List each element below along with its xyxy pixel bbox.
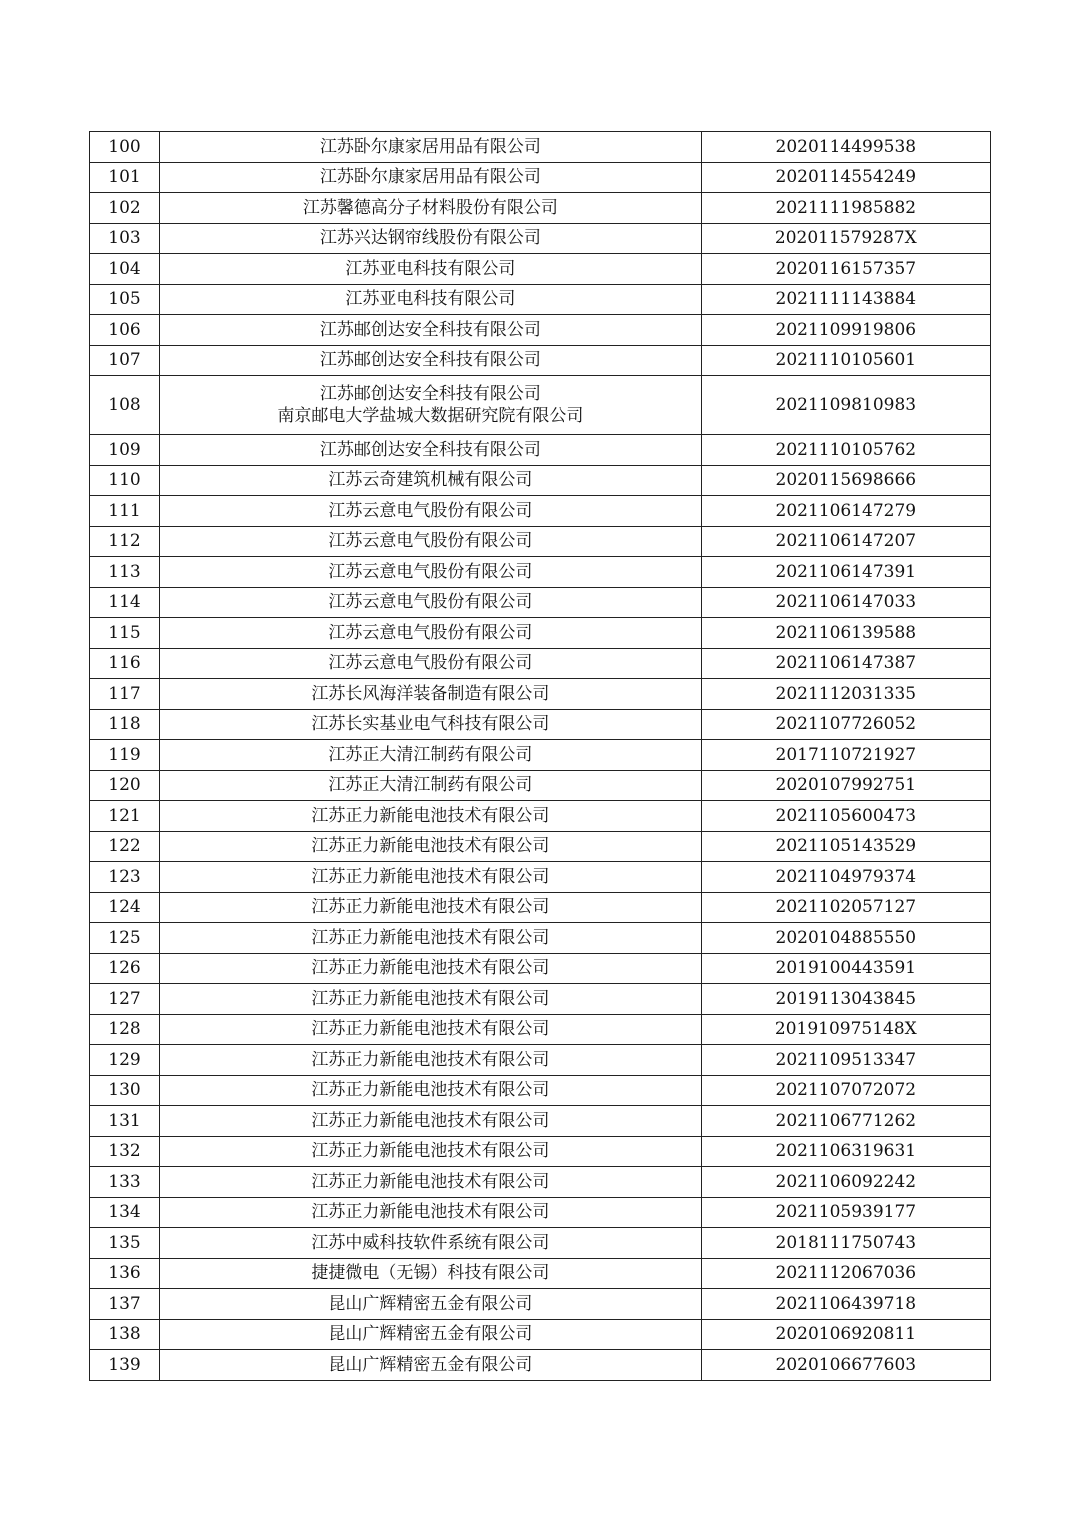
company-name-cell [160, 770, 702, 801]
table-row [90, 1014, 991, 1045]
company-name: 江苏中威科技软件系统有限公司 [311, 1232, 550, 1253]
row-number: 118 [90, 709, 160, 740]
table-row [90, 587, 991, 618]
company-name-cell [160, 1319, 702, 1350]
patent-number: 2020114499538 [701, 132, 990, 163]
row-number: 136 [90, 1258, 160, 1289]
patent-number: 2021112031335 [701, 679, 990, 710]
company-name-cell [160, 1136, 702, 1167]
patent-number: 201910975148X [701, 1014, 990, 1045]
patent-number: 2019113043845 [701, 984, 990, 1015]
table-row [90, 831, 991, 862]
company-name-cell [160, 892, 702, 923]
company-name: 江苏正力新能电池技术有限公司 [311, 1110, 550, 1131]
row-number: 111 [90, 496, 160, 527]
company-name: 江苏邮创达安全科技有限公司 [319, 350, 541, 371]
patent-number: 2021112067036 [701, 1258, 990, 1289]
table-row [90, 1106, 991, 1137]
table-row [90, 526, 991, 557]
row-number: 134 [90, 1197, 160, 1228]
row-number: 132 [90, 1136, 160, 1167]
patent-number: 2020106920811 [701, 1319, 990, 1350]
row-number: 117 [90, 679, 160, 710]
patent-list-table [89, 131, 991, 1381]
company-name: 昆山广辉精密五金有限公司 [328, 1354, 533, 1375]
table-row [90, 1319, 991, 1350]
company-name-cell [160, 1106, 702, 1137]
company-name: 江苏云意电气股份有限公司 [328, 561, 533, 582]
company-name-cell [160, 557, 702, 588]
company-name: 江苏云意电气股份有限公司 [328, 531, 533, 552]
company-name-cell [160, 984, 702, 1015]
company-name: 江苏正力新能电池技术有限公司 [311, 897, 550, 918]
company-name-cell [160, 315, 702, 346]
company-name-cell [160, 740, 702, 771]
patent-number: 2021107726052 [701, 709, 990, 740]
company-name-cell [160, 587, 702, 618]
company-name-cell [160, 1014, 702, 1045]
company-name-cell [160, 648, 702, 679]
company-name-cell [160, 1228, 702, 1259]
row-number: 120 [90, 770, 160, 801]
row-number: 126 [90, 953, 160, 984]
patent-number: 2021106139588 [701, 618, 990, 649]
company-name-cell [160, 1045, 702, 1076]
company-name-cell [160, 618, 702, 649]
patent-number: 2021110105762 [701, 435, 990, 466]
row-number: 101 [90, 162, 160, 193]
table-row [90, 1197, 991, 1228]
company-name-cell [160, 132, 702, 163]
row-number: 129 [90, 1045, 160, 1076]
patent-number: 2021106092242 [701, 1167, 990, 1198]
company-name: 江苏正力新能电池技术有限公司 [311, 1141, 550, 1162]
company-name-cell [160, 284, 702, 315]
table-row [90, 1258, 991, 1289]
company-name-cell [160, 435, 702, 466]
patent-number: 2021106147279 [701, 496, 990, 527]
company-name: 江苏云意电气股份有限公司 [328, 653, 533, 674]
company-name: 江苏正力新能电池技术有限公司 [311, 836, 550, 857]
table-row [90, 1289, 991, 1320]
patent-number: 2021107072072 [701, 1075, 990, 1106]
table-row [90, 284, 991, 315]
patent-number: 2021109513347 [701, 1045, 990, 1076]
company-name: 江苏云奇建筑机械有限公司 [328, 470, 533, 491]
company-name: 江苏正力新能电池技术有限公司 [311, 1080, 550, 1101]
row-number: 135 [90, 1228, 160, 1259]
table-row [90, 709, 991, 740]
row-number: 102 [90, 193, 160, 224]
company-name: 江苏长实基业电气科技有限公司 [311, 714, 550, 735]
row-number: 110 [90, 465, 160, 496]
patent-number: 2020115698666 [701, 465, 990, 496]
table-row [90, 557, 991, 588]
patent-number: 2021105143529 [701, 831, 990, 862]
company-name: 江苏正力新能电池技术有限公司 [311, 1019, 550, 1040]
patent-number: 2020114554249 [701, 162, 990, 193]
company-name: 江苏邮创达安全科技有限公司 [319, 384, 541, 404]
row-number: 112 [90, 526, 160, 557]
row-number: 100 [90, 132, 160, 163]
row-number: 115 [90, 618, 160, 649]
company-name: 江苏卧尔康家居用品有限公司 [319, 136, 541, 157]
company-name-cell [160, 679, 702, 710]
table-row [90, 345, 991, 376]
table-row [90, 984, 991, 1015]
company-name: 江苏卧尔康家居用品有限公司 [319, 167, 541, 188]
patent-number: 2019100443591 [701, 953, 990, 984]
table-row [90, 892, 991, 923]
row-number: 123 [90, 862, 160, 893]
table-row [90, 1350, 991, 1381]
patent-number: 2021104979374 [701, 862, 990, 893]
table-row [90, 679, 991, 710]
company-name: 江苏正力新能电池技术有限公司 [311, 1171, 550, 1192]
table-row [90, 162, 991, 193]
company-name-cell [160, 1258, 702, 1289]
patent-number: 2021102057127 [701, 892, 990, 923]
patent-number: 2018111750743 [701, 1228, 990, 1259]
table-row [90, 862, 991, 893]
patent-number: 2020104885550 [701, 923, 990, 954]
company-name: 江苏兴达钢帘线股份有限公司 [319, 228, 541, 249]
row-number: 119 [90, 740, 160, 771]
patent-number: 2020107992751 [701, 770, 990, 801]
company-name: 江苏云意电气股份有限公司 [328, 500, 533, 521]
row-number: 138 [90, 1319, 160, 1350]
company-name-cell [160, 526, 702, 557]
patent-number: 2021106319631 [701, 1136, 990, 1167]
patent-number: 2021111985882 [701, 193, 990, 224]
patent-number: 2021110105601 [701, 345, 990, 376]
company-name-cell [160, 193, 702, 224]
company-name-cell [160, 1350, 702, 1381]
table-row [90, 315, 991, 346]
company-name: 江苏正力新能电池技术有限公司 [311, 988, 550, 1009]
patent-number: 2021105939177 [701, 1197, 990, 1228]
company-name: 江苏正力新能电池技术有限公司 [311, 927, 550, 948]
company-name: 江苏正大清江制药有限公司 [328, 775, 533, 796]
table-row [90, 1045, 991, 1076]
company-name-cell [160, 801, 702, 832]
patent-number: 2021109810983 [701, 376, 990, 435]
company-name-cell [160, 1075, 702, 1106]
company-name-cell [160, 953, 702, 984]
company-name: 江苏正力新能电池技术有限公司 [311, 805, 550, 826]
patent-number: 202011579287X [701, 223, 990, 254]
patent-number: 2021106439718 [701, 1289, 990, 1320]
company-name: 江苏邮创达安全科技有限公司 [319, 319, 541, 340]
company-name: 江苏亚电科技有限公司 [345, 258, 516, 279]
patent-number: 2021106147207 [701, 526, 990, 557]
table-row [90, 1228, 991, 1259]
patent-number: 2021106147033 [701, 587, 990, 618]
patent-number: 2020116157357 [701, 254, 990, 285]
company-name: 江苏正力新能电池技术有限公司 [311, 1049, 550, 1070]
table-row [90, 648, 991, 679]
row-number: 109 [90, 435, 160, 466]
row-number: 131 [90, 1106, 160, 1137]
company-name-cell [160, 345, 702, 376]
row-number: 125 [90, 923, 160, 954]
company-name-cell [160, 254, 702, 285]
table-row [90, 435, 991, 466]
table-row [90, 376, 991, 435]
table-row [90, 1075, 991, 1106]
table-row [90, 801, 991, 832]
company-name: 江苏正力新能电池技术有限公司 [311, 866, 550, 887]
company-name-cell [160, 862, 702, 893]
table-row [90, 618, 991, 649]
row-number: 122 [90, 831, 160, 862]
company-name: 江苏云意电气股份有限公司 [328, 592, 533, 613]
company-name-cell [160, 1289, 702, 1320]
row-number: 116 [90, 648, 160, 679]
company-name: 江苏正大清江制药有限公司 [328, 744, 533, 765]
patent-number: 2021105600473 [701, 801, 990, 832]
company-name: 捷捷微电（无锡）科技有限公司 [311, 1263, 550, 1284]
patent-number: 2021106147391 [701, 557, 990, 588]
row-number: 105 [90, 284, 160, 315]
row-number: 137 [90, 1289, 160, 1320]
company-name: 昆山广辉精密五金有限公司 [328, 1293, 533, 1314]
patent-number: 2021111143884 [701, 284, 990, 315]
company-name-cell [160, 923, 702, 954]
table-row [90, 223, 991, 254]
row-number: 124 [90, 892, 160, 923]
company-name-cell [160, 162, 702, 193]
row-number: 108 [90, 376, 160, 435]
company-name-cell [160, 465, 702, 496]
table-row [90, 193, 991, 224]
patent-number: 2017110721927 [701, 740, 990, 771]
company-name-cell [160, 1167, 702, 1198]
row-number: 103 [90, 223, 160, 254]
row-number: 128 [90, 1014, 160, 1045]
row-number: 139 [90, 1350, 160, 1381]
company-name-cell [160, 376, 702, 435]
table-row [90, 1167, 991, 1198]
table-row [90, 923, 991, 954]
company-name: 江苏正力新能电池技术有限公司 [311, 958, 550, 979]
company-name: 南京邮电大学盐城大数据研究院有限公司 [277, 406, 584, 426]
company-name-cell [160, 709, 702, 740]
company-name: 江苏长风海洋装备制造有限公司 [311, 683, 550, 704]
row-number: 130 [90, 1075, 160, 1106]
row-number: 133 [90, 1167, 160, 1198]
table-row [90, 1136, 991, 1167]
company-name: 江苏正力新能电池技术有限公司 [311, 1202, 550, 1223]
row-number: 104 [90, 254, 160, 285]
row-number: 114 [90, 587, 160, 618]
company-name-cell [160, 223, 702, 254]
row-number: 121 [90, 801, 160, 832]
table-row [90, 132, 991, 163]
patent-number: 2020106677603 [701, 1350, 990, 1381]
company-name: 江苏云意电气股份有限公司 [328, 622, 533, 643]
table-row [90, 496, 991, 527]
company-name: 江苏邮创达安全科技有限公司 [319, 439, 541, 460]
table-row [90, 770, 991, 801]
company-name-cell [160, 496, 702, 527]
table-row [90, 953, 991, 984]
row-number: 106 [90, 315, 160, 346]
company-name: 昆山广辉精密五金有限公司 [328, 1324, 533, 1345]
table-row [90, 740, 991, 771]
company-name: 江苏亚电科技有限公司 [345, 289, 516, 310]
row-number: 107 [90, 345, 160, 376]
patent-number: 2021106771262 [701, 1106, 990, 1137]
table-row [90, 254, 991, 285]
company-name: 江苏馨德高分子材料股份有限公司 [302, 197, 558, 218]
row-number: 113 [90, 557, 160, 588]
company-name-cell [160, 1197, 702, 1228]
table-row [90, 465, 991, 496]
company-name-cell [160, 831, 702, 862]
row-number: 127 [90, 984, 160, 1015]
patent-number: 2021106147387 [701, 648, 990, 679]
patent-number: 2021109919806 [701, 315, 990, 346]
table-body [90, 132, 991, 1381]
